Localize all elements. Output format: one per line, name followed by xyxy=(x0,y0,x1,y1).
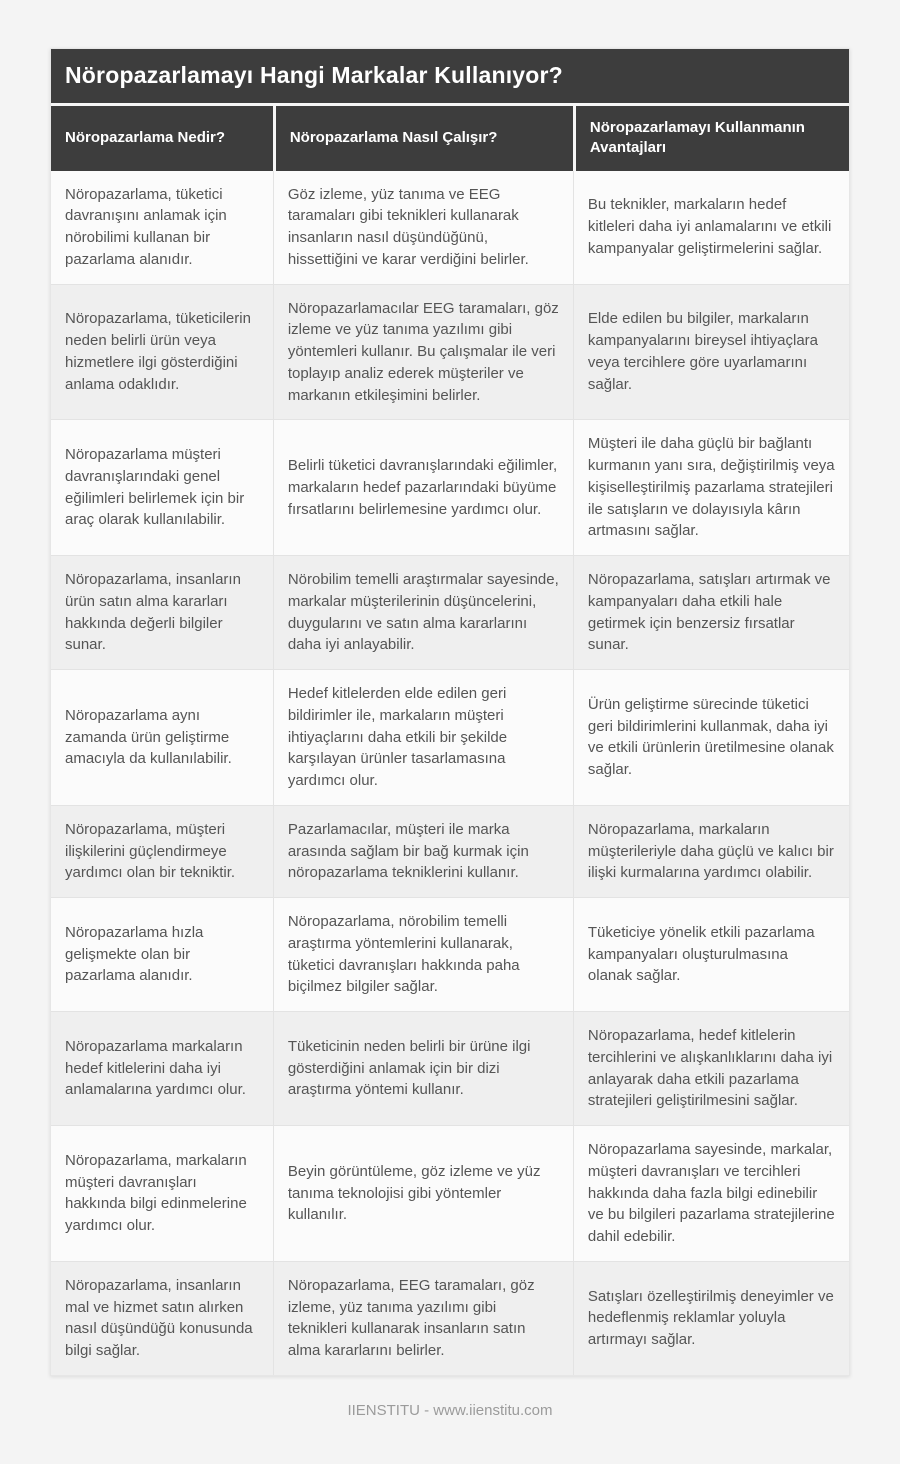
table-cell: Nöropazarlama, EEG taramaları, göz izleme, yüz tanıma yazılımı gibi teknikleri kullanarak insanların satın alma kararlarını belirler. xyxy=(273,1261,573,1375)
table-cell: Nöropazarlama, insanların mal ve hizmet satın alırken nasıl düşündüğü konusunda bilgi sağlar. xyxy=(51,1261,273,1375)
column-header-what-is: Nöropazarlama Nedir? xyxy=(51,106,273,171)
table-cell: Nöropazarlama, satışları artırmak ve kampanyaları daha etkili hale getirmek için benzersiz fırsatlar sunar. xyxy=(573,555,849,669)
table-cell: Satışları özelleştirilmiş deneyimler ve hedeflenmiş reklamlar yoluyla artırmayı sağlar. xyxy=(573,1261,849,1375)
table-row xyxy=(51,669,849,805)
table-row xyxy=(51,171,849,284)
table-cell: Nöropazarlama, markaların müşteri davranışları hakkında bilgi edinmelerine yardımcı olur. xyxy=(51,1125,273,1261)
table-cell: Nöropazarlama, markaların müşterileriyle daha güçlü ve kalıcı bir ilişki kurmalarına yardımcı olabilir. xyxy=(573,805,849,897)
table-cell: Elde edilen bu bilgiler, markaların kampanyalarını bireysel ihtiyaçlara veya tercihlere göre uyarlamarını sağlar. xyxy=(573,284,849,420)
table-cell: Nöropazarlama, tüketicilerin neden belirli ürün veya hizmetlere ilgi gösterdiğini anlama odaklıdır. xyxy=(51,284,273,420)
table-cell: Nörobilim temelli araştırmalar sayesinde, markalar müşterilerinin düşüncelerini, duygularını ve satın alma kararlarını daha iyi anlayabilir. xyxy=(273,555,573,669)
table-cell: Belirli tüketici davranışlarındaki eğilimler, markaların hedef pazarlarındaki büyüme fırsatlarını belirlemesine yardımcı olur. xyxy=(273,419,573,555)
table-row xyxy=(51,897,849,1011)
table-cell: Pazarlamacılar, müşteri ile marka arasında sağlam bir bağ kurmak için nöropazarlama tekniklerini kullanır. xyxy=(273,805,573,897)
column-header-advantages: Nöropazarlamayı Kullanmanın Avantajları xyxy=(573,106,849,171)
table-row xyxy=(51,1011,849,1125)
table-cell: Hedef kitlelerden elde edilen geri bildirimler ile, markaların müşteri ihtiyaçlarını daha etkili bir şekilde karşılayan ürünler tasarlamasına yardımcı olur. xyxy=(273,669,573,805)
table-cell: Nöropazarlama müşteri davranışlarındaki genel eğilimleri belirlemek için bir araç olarak kullanılabilir. xyxy=(51,419,273,555)
table-cell: Nöropazarlama, müşteri ilişkilerini güçlendirmeye yardımcı olan bir tekniktir. xyxy=(51,805,273,897)
table-row xyxy=(51,805,849,897)
table-cell: Tüketicinin neden belirli bir ürüne ilgi gösterdiğini anlamak için bir dizi araştırma yöntemi kullanır. xyxy=(273,1011,573,1125)
table-cell: Göz izleme, yüz tanıma ve EEG taramaları gibi teknikleri kullanarak insanların nasıl düşündüğünü, hissettiğini ve karar verdiğini belirler. xyxy=(273,171,573,284)
table-cell: Müşteri ile daha güçlü bir bağlantı kurmanın yanı sıra, değiştirilmiş veya kişiselleştirilmiş pazarlama stratejileri ile satışların ve dolayısıyla kârın artmasını sağlar. xyxy=(573,419,849,555)
title-bar xyxy=(51,49,849,106)
table-cell: Tüketiciye yönelik etkili pazarlama kampanyaları oluşturulmasına olanak sağlar. xyxy=(573,897,849,1011)
table-cell: Nöropazarlama, nörobilim temelli araştırma yöntemlerini kullanarak, tüketici davranışları hakkında paha biçilmez bilgiler sağlar. xyxy=(273,897,573,1011)
table-header-row xyxy=(51,106,849,171)
comparison-table xyxy=(51,106,849,1375)
table-cell: Bu teknikler, markaların hedef kitleleri daha iyi anlamalarını ve etkili kampanyalar geliştirmelerini sağlar. xyxy=(573,171,849,284)
table-cell: Nöropazarlamacılar EEG taramaları, göz izleme ve yüz tanıma yazılımı gibi yöntemleri kullanır. Bu çalışmalar ile veri toplayıp analiz ederek müşteriler ve markanın etkileşimini belirler. xyxy=(273,284,573,420)
table-row xyxy=(51,555,849,669)
table-row xyxy=(51,1125,849,1261)
table-cell: Nöropazarlama, tüketici davranışını anlamak için nörobilimi kullanan bir pazarlama alanıdır. xyxy=(65,185,227,268)
table-cell: Nöropazarlama aynı zamanda ürün geliştirme amacıyla da kullanılabilir. xyxy=(51,669,273,805)
column-header-how-works: Nöropazarlama Nasıl Çalışır? xyxy=(273,106,573,171)
table-cell: Nöropazarlama, insanların ürün satın alma kararları hakkında değerli bilgiler sunar. xyxy=(51,555,273,669)
table-cell: Ürün geliştirme sürecinde tüketici geri bildirimlerini kullanmak, daha iyi ve etkili ürünlerin üretilmesine olanak sağlar. xyxy=(573,669,849,805)
table-cell: Nöropazarlama sayesinde, markalar, müşteri davranışları ve tercihleri hakkında daha fazla bilgi edinebilir ve bu bilgileri pazarlama stratejilerine dahil edebilir. xyxy=(573,1125,849,1261)
footer-credit: IIENSTITU - www.iienstitu.com xyxy=(347,1401,553,1419)
table-cell: Nöropazarlama, hedef kitlelerin tercihlerini ve alışkanlıklarını daha iyi anlayarak daha etkili pazarlama stratejileri geliştirilmesini sağlar. xyxy=(573,1011,849,1125)
table-row xyxy=(51,284,849,420)
table-cell: Nöropazarlama markaların hedef kitlelerini daha iyi anlamalarına yardımcı olur. xyxy=(51,1011,273,1125)
table-row xyxy=(51,419,849,555)
table-body xyxy=(51,171,849,1375)
infographic-card xyxy=(50,48,850,1376)
table-cell: Beyin görüntüleme, göz izleme ve yüz tanıma teknolojisi gibi yöntemler kullanılır. xyxy=(273,1125,573,1261)
page-title: Nöropazarlamayı Hangi Markalar Kullanıyor? xyxy=(65,62,563,88)
table-cell: Nöropazarlama hızla gelişmekte olan bir pazarlama alanıdır. xyxy=(51,897,273,1011)
table-row xyxy=(51,1261,849,1375)
